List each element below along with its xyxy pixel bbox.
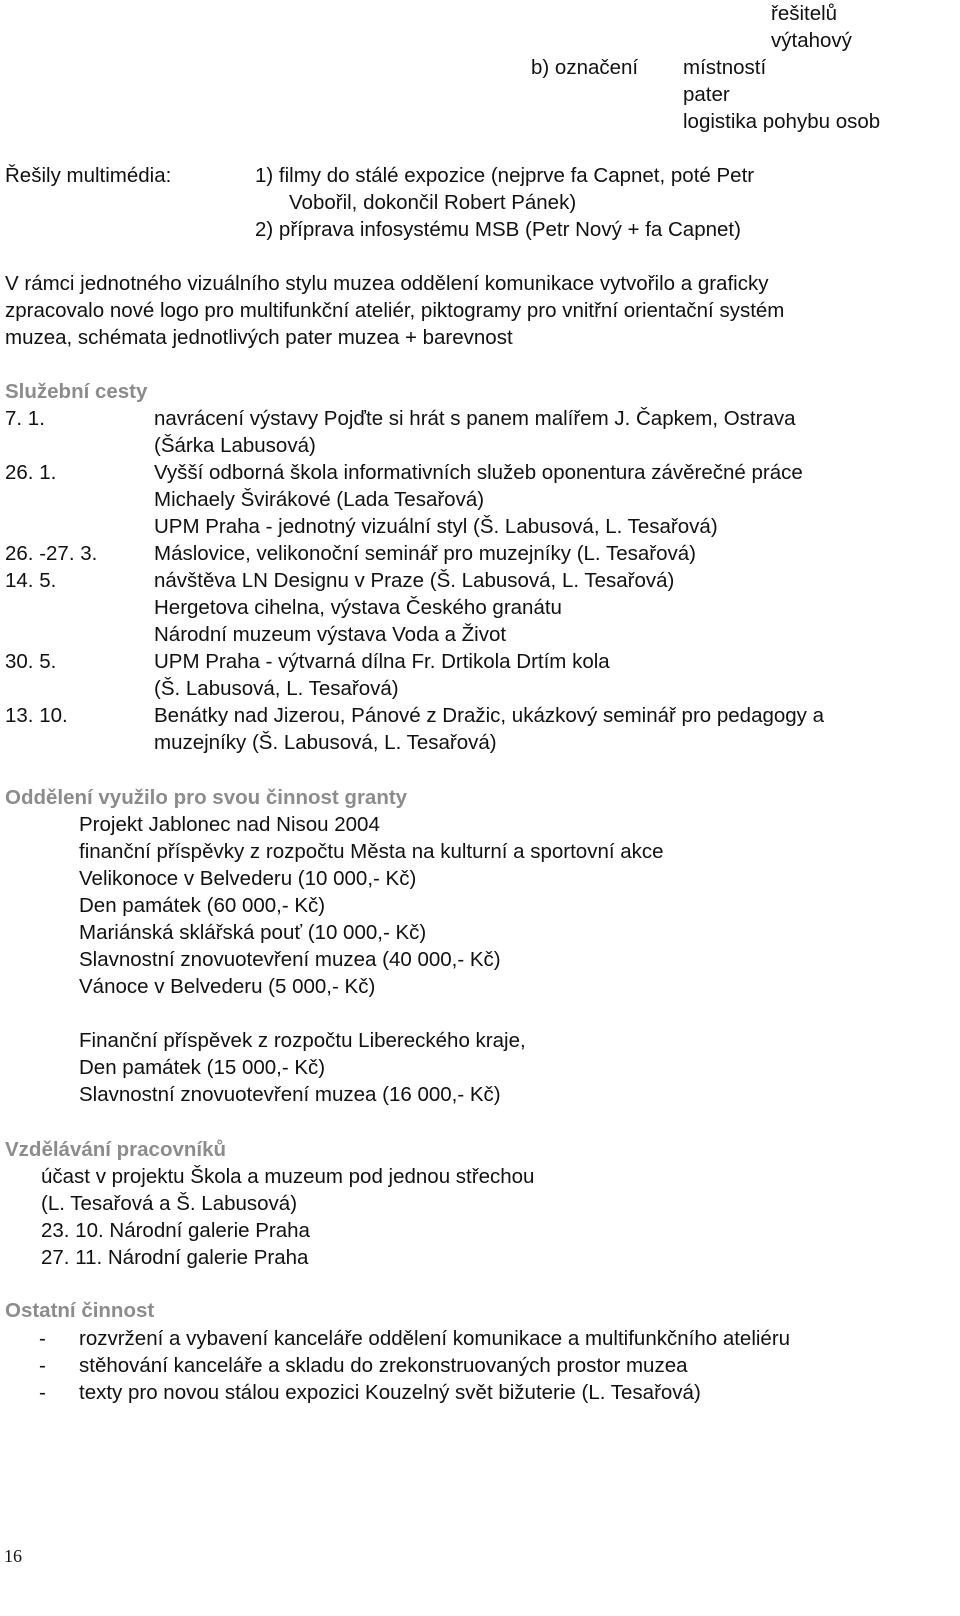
- multimedia-line: Vobořil, dokončil Robert Pánek): [289, 191, 577, 214]
- trip-date: 26. -27. 3.: [5, 542, 98, 565]
- grants-heading: Oddělení využilo pro svou činnost granty: [5, 786, 408, 809]
- bullet-dash: -: [39, 1354, 46, 1377]
- bullet-dash: -: [39, 1381, 46, 1404]
- trip-text: (Š. Labusová, L. Tesařová): [154, 677, 399, 700]
- trip-text: UPM Praha - výtvarná dílna Fr. Drtikola Drtím kola: [154, 650, 610, 673]
- visual-style-line: zpracovalo nové logo pro multifunkční ateliér, piktogramy pro vnitřní orientační systém: [5, 299, 785, 322]
- education-heading: Vzdělávání pracovníků: [5, 1138, 227, 1161]
- trips-heading: Služební cesty: [5, 380, 148, 403]
- marking-label: b) označení: [531, 56, 639, 79]
- trip-text: (Šárka Labusová): [154, 434, 316, 457]
- multimedia-line: 1) filmy do stálé expozice (nejprve fa Capnet, poté Petr: [255, 164, 755, 187]
- grant-line: Mariánská sklářská pouť (10 000,- Kč): [79, 921, 427, 944]
- grant-line: Projekt Jablonec nad Nisou 2004: [79, 813, 380, 836]
- other-item: texty pro novou stálou expozici Kouzelný svět bižuterie (L. Tesařová): [79, 1381, 701, 1404]
- trip-text: Národní muzeum výstava Voda a Život: [154, 623, 507, 646]
- trip-text: muzejníky (Š. Labusová, L. Tesařová): [154, 731, 497, 754]
- grant-line: Velikonoce v Belvederu (10 000,- Kč): [79, 867, 417, 890]
- grant-line: Vánoce v Belvederu (5 000,- Kč): [79, 975, 376, 998]
- trip-date: 13. 10.: [5, 704, 68, 727]
- trip-text: Benátky nad Jizerou, Pánové z Dražic, ukázkový seminář pro pedagogy a: [154, 704, 825, 727]
- grant-line: finanční příspěvky z rozpočtu Města na kulturní a sportovní akce: [79, 840, 664, 863]
- marking-item: logistika pohybu osob: [683, 110, 881, 133]
- grant-line: Slavnostní znovuotevření muzea (40 000,- Kč): [79, 948, 501, 971]
- visual-style-line: V rámci jednotného vizuálního stylu muzea oddělení komunikace vytvořilo a graficky: [5, 272, 769, 295]
- top-right-line: řešitelů: [771, 2, 838, 25]
- marking-item: pater: [683, 83, 730, 106]
- grant-line: Den památek (15 000,- Kč): [79, 1056, 326, 1079]
- trip-date: 14. 5.: [5, 569, 57, 592]
- page-number: 16: [4, 1546, 22, 1566]
- education-line: 27. 11. Národní galerie Praha: [41, 1246, 309, 1269]
- trip-text: navrácení výstavy Pojďte si hrát s panem malířem J. Čapkem, Ostrava: [154, 407, 796, 430]
- education-line: účast v projektu Škola a muzeum pod jednou střechou: [41, 1165, 535, 1188]
- trip-text: návštěva LN Designu v Praze (Š. Labusová, L. Tesařová): [154, 569, 675, 592]
- grant-line: Den památek (60 000,- Kč): [79, 894, 326, 917]
- trip-date: 30. 5.: [5, 650, 57, 673]
- education-line: 23. 10. Národní galerie Praha: [41, 1219, 310, 1242]
- top-right-line: výtahový: [771, 29, 852, 52]
- other-item: stěhování kanceláře a skladu do zrekonstruovaných prostor muzea: [79, 1354, 688, 1377]
- bullet-dash: -: [39, 1327, 46, 1350]
- other-heading: Ostatní činnost: [5, 1299, 155, 1322]
- trip-text: Hergetova cihelna, výstava Českého granátu: [154, 596, 562, 619]
- visual-style-line: muzea, schémata jednotlivých pater muzea + barevnost: [5, 326, 513, 349]
- other-item: rozvržení a vybavení kanceláře oddělení komunikace a multifunkčního ateliéru: [79, 1327, 791, 1350]
- grant-line: Slavnostní znovuotevření muzea (16 000,- Kč): [79, 1083, 501, 1106]
- trip-date: 26. 1.: [5, 461, 57, 484]
- education-line: (L. Tesařová a Š. Labusová): [41, 1192, 298, 1215]
- trip-text: UPM Praha - jednotný vizuální styl (Š. Labusová, L. Tesařová): [154, 515, 718, 538]
- multimedia-line: 2) příprava infosystému MSB (Petr Nový + fa Capnet): [255, 218, 741, 241]
- trip-text: Vyšší odborná škola informativních služeb oponentura závěrečné práce: [154, 461, 803, 484]
- multimedia-label: Řešily multimédia:: [5, 164, 172, 187]
- trip-text: Michaely Švirákové (Lada Tesařová): [154, 488, 485, 511]
- grant-line: Finanční příspěvek z rozpočtu Libereckého kraje,: [79, 1029, 526, 1052]
- trip-date: 7. 1.: [5, 407, 45, 430]
- trip-text: Máslovice, velikonoční seminář pro muzejníky (L. Tesařová): [154, 542, 696, 565]
- marking-item: místností: [683, 56, 767, 79]
